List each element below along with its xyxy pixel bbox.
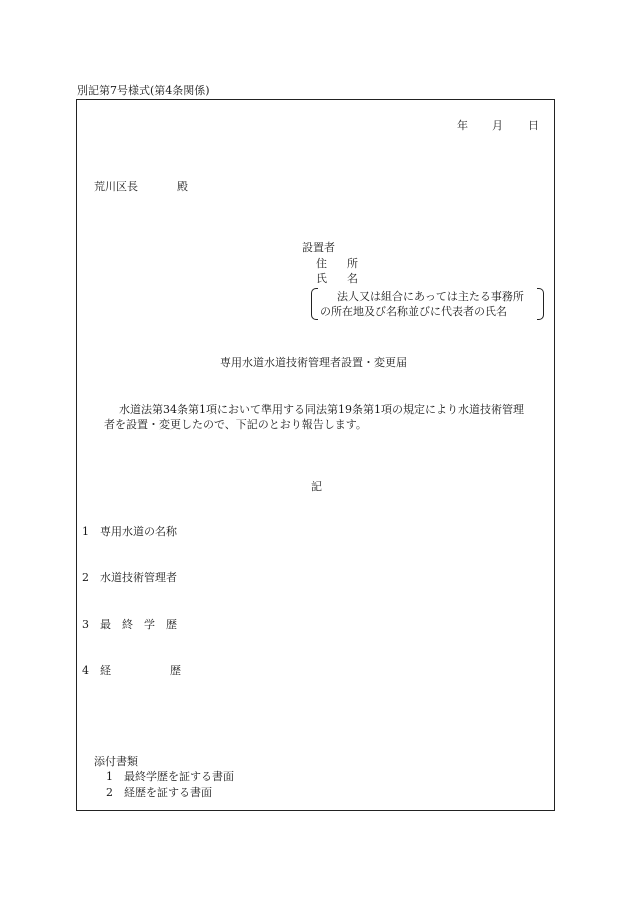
item-label-waterworks-name: 専用水道の名称: [100, 525, 177, 538]
item-number: 4: [82, 664, 89, 677]
attachments-heading: 添付書類: [94, 755, 138, 768]
attachment-number: 2: [106, 786, 113, 799]
name-label-b: 名: [347, 272, 358, 285]
address-label-a: 住: [316, 257, 327, 270]
addressee: 荒川区長: [94, 180, 138, 193]
form-frame: [76, 99, 555, 811]
date-year-label: 年: [457, 119, 468, 132]
document-title: 専用水道水道技術管理者設置・変更届: [220, 356, 407, 369]
address-label-b: 所: [347, 257, 358, 270]
item-label-career-b: 歴: [170, 664, 181, 677]
name-label-a: 氏: [316, 272, 327, 285]
item-number: 1: [82, 525, 89, 538]
left-bracket: [311, 288, 318, 320]
right-bracket: [537, 288, 544, 320]
honorific: 殿: [177, 180, 188, 193]
item-number: 2: [82, 571, 89, 584]
date-day-label: 日: [528, 119, 539, 132]
item-label-technical-manager: 水道技術管理者: [100, 571, 177, 584]
installer-label: 設置者: [302, 241, 335, 254]
item-label-career-a: 経: [100, 664, 111, 677]
date-month-label: 月: [492, 119, 503, 132]
corporate-note-line2: の所在地及び名称並びに代表者の氏名: [320, 305, 507, 318]
form-number-label: 別記第7号様式(第4条関係): [77, 84, 210, 97]
attachment-career-proof: 経歴を証する書面: [124, 786, 212, 799]
ki-heading: 記: [311, 480, 322, 493]
item-label-final-education: 最 終 学 歴: [100, 618, 177, 631]
name-label: [316, 272, 358, 286]
address-label: [316, 257, 358, 271]
corporate-note-line1: 法人又は組合にあっては主たる事務所: [337, 290, 524, 303]
body-text-line2: 者を設置・変更したので、下記のとおり報告します。: [104, 418, 367, 431]
attachment-number: 1: [106, 770, 113, 783]
item-number: 3: [82, 618, 89, 631]
attachment-education-proof: 最終学歴を証する書面: [124, 770, 234, 783]
body-text-line1: 水道法第34条第1項において準用する同法第19条第1項の規定により水道技術管理: [119, 403, 524, 416]
